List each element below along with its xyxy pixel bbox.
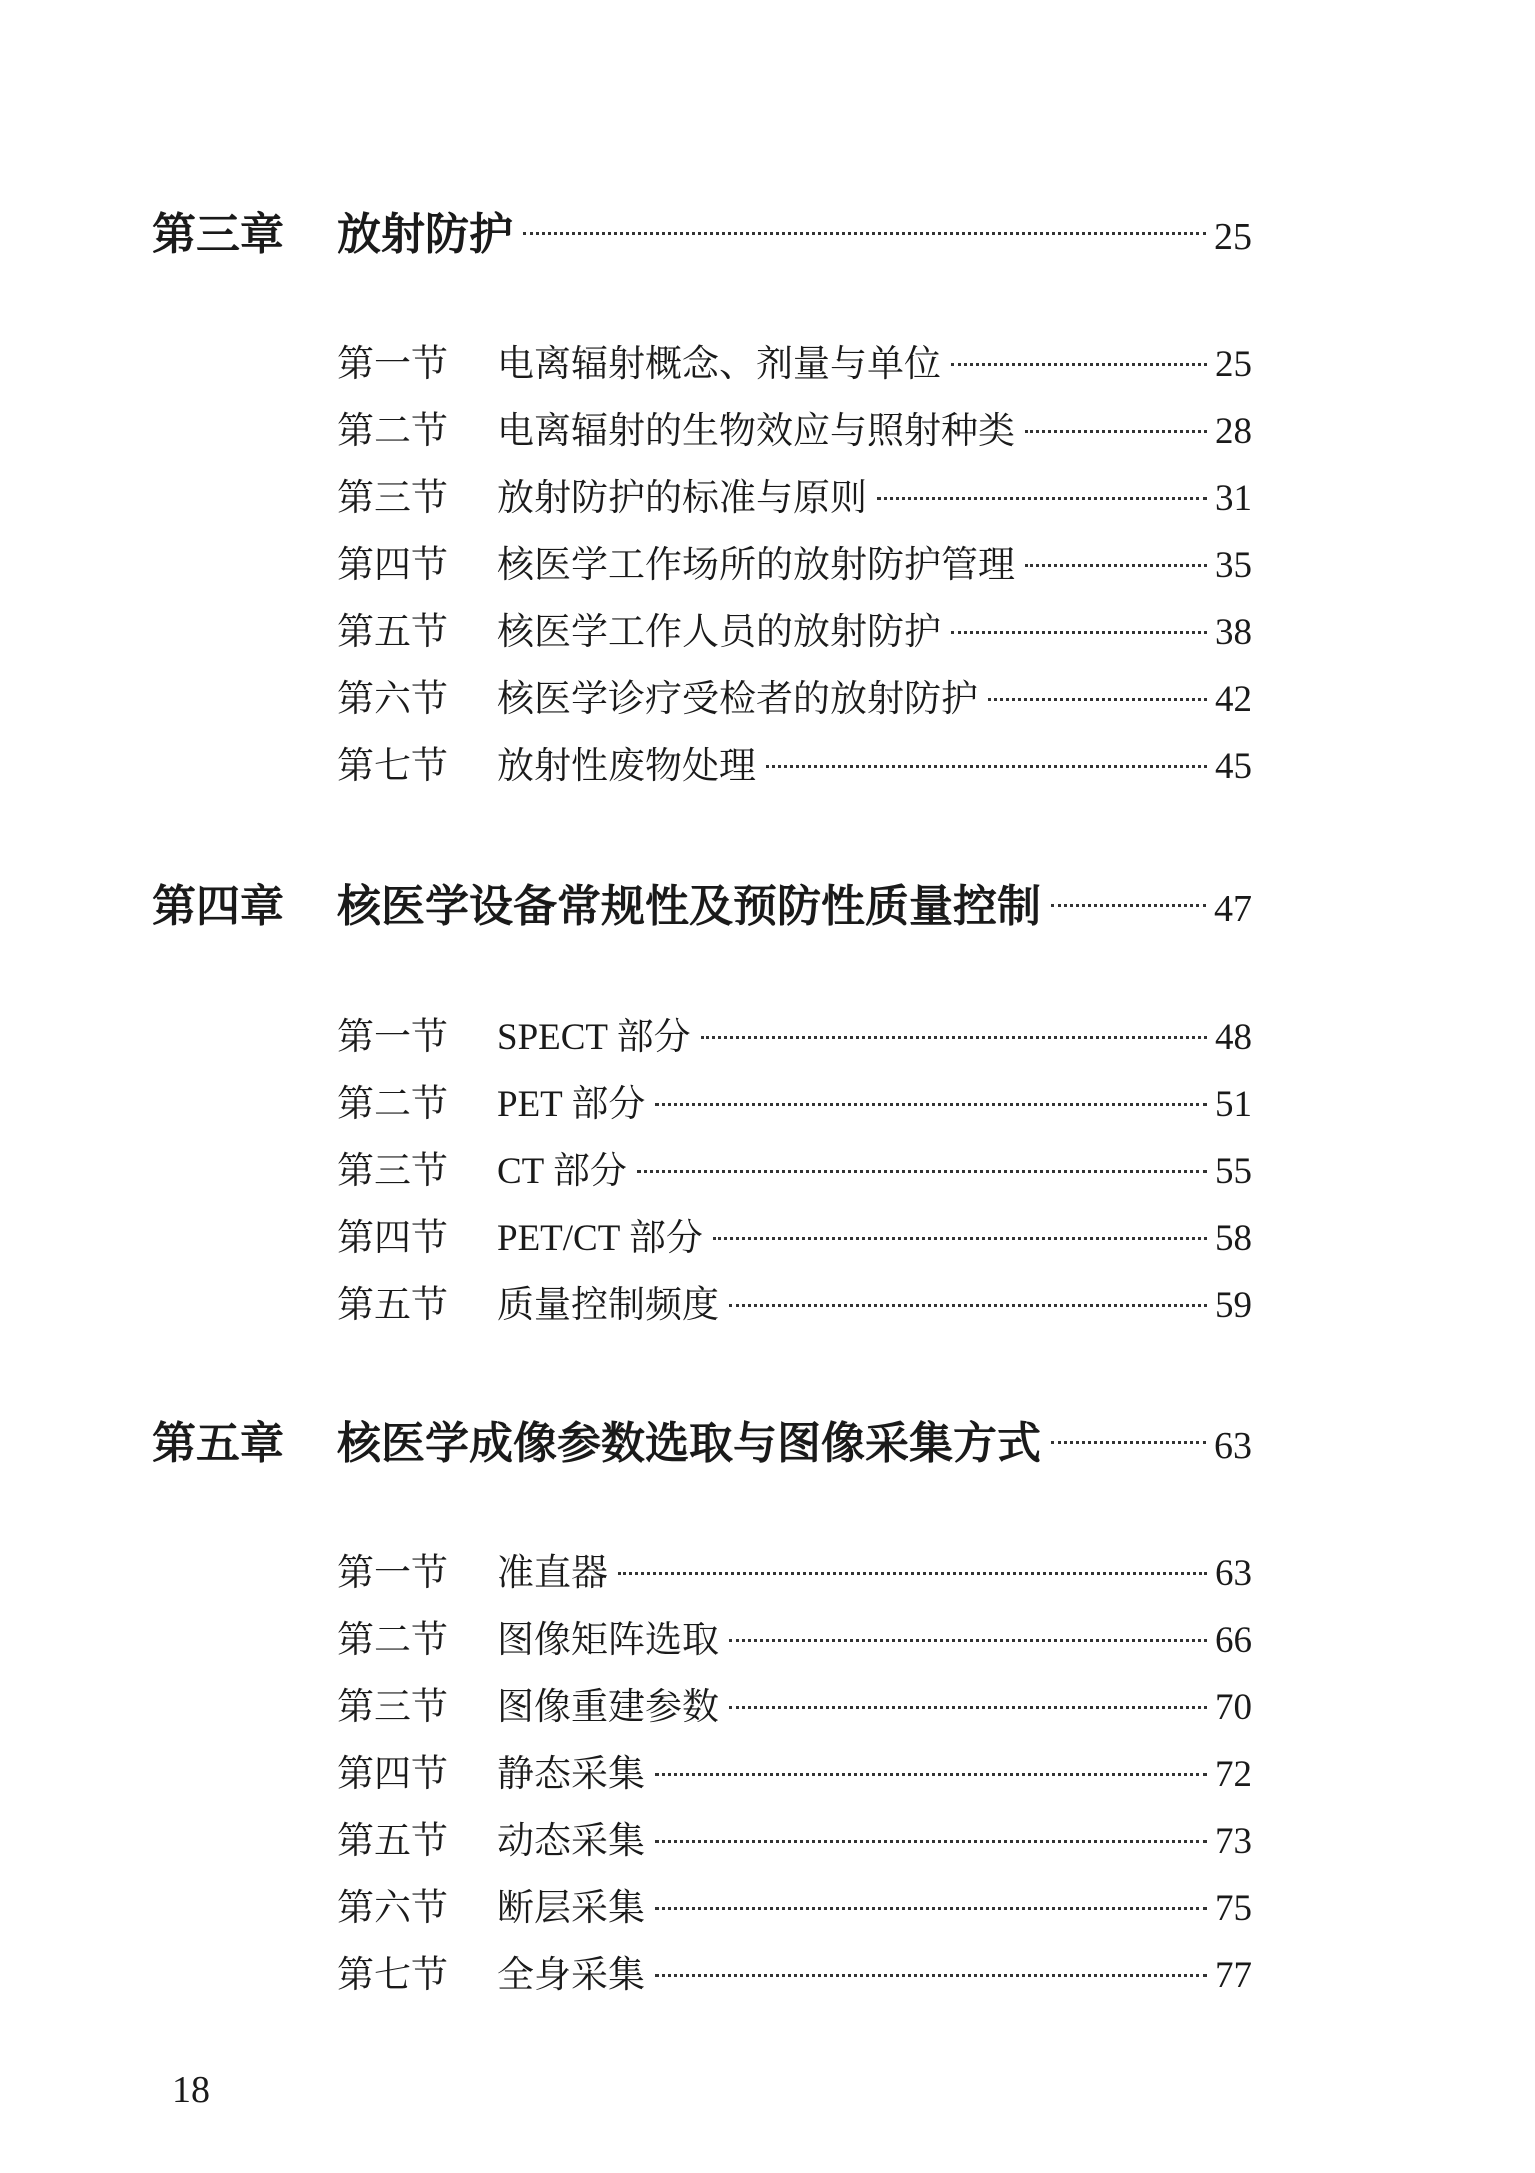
section-page-number: 59 — [1215, 1285, 1252, 1326]
toc-section-entry[interactable] — [337, 338, 1252, 390]
dot-leader — [637, 1170, 1207, 1173]
toc-section-entry[interactable] — [337, 606, 1252, 658]
toc-section-entry[interactable] — [337, 1145, 1252, 1197]
toc-section-entry[interactable] — [337, 1815, 1252, 1867]
section-number: 第六节 — [337, 677, 448, 720]
section-page-number: 70 — [1215, 1687, 1252, 1728]
dot-leader — [729, 1706, 1207, 1709]
dot-leader — [877, 497, 1207, 500]
dot-leader — [655, 1974, 1207, 1977]
dot-leader — [713, 1237, 1207, 1240]
chapter-page-number: 25 — [1214, 216, 1252, 258]
section-page-number: 45 — [1215, 746, 1252, 787]
section-page-number: 28 — [1215, 411, 1252, 452]
dot-leader — [951, 363, 1207, 366]
section-number: 第三节 — [337, 476, 448, 519]
section-page-number: 42 — [1215, 679, 1252, 720]
chapter-title: 放射防护 — [337, 209, 513, 260]
toc-section-entry[interactable] — [337, 405, 1252, 457]
section-title: PET 部分 — [497, 1084, 646, 1125]
section-page-number: 55 — [1215, 1151, 1252, 1192]
chapter-title: 核医学成像参数选取与图像采集方式 — [337, 1418, 1041, 1469]
section-title: CT 部分 — [497, 1151, 627, 1192]
section-page-number: 31 — [1215, 478, 1252, 519]
toc-chapter-entry[interactable] — [152, 205, 1252, 265]
section-page-number: 77 — [1215, 1955, 1252, 1996]
toc-section-entry[interactable] — [337, 1681, 1252, 1733]
section-number: 第四节 — [337, 543, 448, 586]
section-title: PET/CT 部分 — [497, 1218, 703, 1259]
toc-section-entry[interactable] — [337, 1748, 1252, 1800]
toc-section-entry[interactable] — [337, 740, 1252, 792]
section-title: 断层采集 — [497, 1886, 645, 1929]
section-title: SPECT 部分 — [497, 1017, 691, 1058]
toc-section-entry[interactable] — [337, 539, 1252, 591]
dot-leader — [655, 1907, 1207, 1910]
dot-leader — [766, 765, 1207, 768]
section-title: 核医学工作人员的放射防护 — [497, 610, 941, 653]
dot-leader — [988, 698, 1207, 701]
section-number: 第一节 — [337, 1551, 448, 1594]
dot-leader — [1051, 1441, 1206, 1444]
toc-section-entry[interactable] — [337, 1212, 1252, 1264]
toc-section-entry[interactable] — [337, 1614, 1252, 1666]
section-title: 动态采集 — [497, 1819, 645, 1862]
section-title: 核医学工作场所的放射防护管理 — [497, 543, 1015, 586]
dot-leader — [523, 232, 1206, 235]
section-title: 放射防护的标准与原则 — [497, 476, 867, 519]
section-number: 第五节 — [337, 1819, 448, 1862]
dot-leader — [655, 1773, 1207, 1776]
section-page-number: 35 — [1215, 545, 1252, 586]
toc-section-entry[interactable] — [337, 472, 1252, 524]
section-page-number: 25 — [1215, 344, 1252, 385]
section-page-number: 48 — [1215, 1017, 1252, 1058]
section-page-number: 38 — [1215, 612, 1252, 653]
section-title: 准直器 — [497, 1551, 608, 1594]
section-number: 第三节 — [337, 1149, 448, 1192]
dot-leader — [1025, 564, 1207, 567]
toc-section-entry[interactable] — [337, 1011, 1252, 1063]
toc-section-entry[interactable] — [337, 673, 1252, 725]
dot-leader — [701, 1036, 1207, 1039]
chapter-page-number: 63 — [1214, 1425, 1252, 1467]
section-title: 全身采集 — [497, 1953, 645, 1996]
toc-section-entry[interactable] — [337, 1078, 1252, 1130]
section-title: 静态采集 — [497, 1752, 645, 1795]
dot-leader — [618, 1572, 1207, 1575]
dot-leader — [1025, 430, 1207, 433]
section-page-number: 72 — [1215, 1754, 1252, 1795]
section-number: 第五节 — [337, 610, 448, 653]
section-number: 第二节 — [337, 409, 448, 452]
section-number: 第四节 — [337, 1216, 448, 1259]
section-number: 第三节 — [337, 1685, 448, 1728]
section-number: 第七节 — [337, 1953, 448, 1996]
toc-section-entry[interactable] — [337, 1949, 1252, 2001]
section-number: 第七节 — [337, 744, 448, 787]
section-page-number: 63 — [1215, 1553, 1252, 1594]
section-number: 第一节 — [337, 342, 448, 385]
dot-leader — [655, 1103, 1207, 1106]
section-page-number: 75 — [1215, 1888, 1252, 1929]
dot-leader — [655, 1840, 1207, 1843]
section-title: 电离辐射概念、剂量与单位 — [497, 342, 941, 385]
chapter-page-number: 47 — [1214, 888, 1252, 930]
section-title: 电离辐射的生物效应与照射种类 — [497, 409, 1015, 452]
section-number: 第二节 — [337, 1082, 448, 1125]
toc-chapter-entry[interactable] — [152, 1414, 1252, 1474]
dot-leader — [1051, 904, 1206, 907]
section-number: 第六节 — [337, 1886, 448, 1929]
chapter-number: 第四章 — [152, 881, 284, 932]
section-number: 第五节 — [337, 1283, 448, 1326]
section-page-number: 51 — [1215, 1084, 1252, 1125]
section-page-number: 73 — [1215, 1821, 1252, 1862]
section-page-number: 66 — [1215, 1620, 1252, 1661]
chapter-title: 核医学设备常规性及预防性质量控制 — [337, 881, 1041, 932]
section-number: 第四节 — [337, 1752, 448, 1795]
toc-section-entry[interactable] — [337, 1547, 1252, 1599]
section-page-number: 58 — [1215, 1218, 1252, 1259]
toc-section-entry[interactable] — [337, 1279, 1252, 1331]
section-title: 质量控制频度 — [497, 1283, 719, 1326]
section-title: 图像矩阵选取 — [497, 1618, 719, 1661]
section-title: 核医学诊疗受检者的放射防护 — [497, 677, 978, 720]
dot-leader — [729, 1639, 1207, 1642]
toc-section-entry[interactable] — [337, 1882, 1252, 1934]
section-title: 放射性废物处理 — [497, 744, 756, 787]
toc-chapter-entry[interactable] — [152, 877, 1252, 937]
dot-leader — [729, 1304, 1207, 1307]
chapter-number: 第五章 — [152, 1418, 284, 1469]
section-title: 图像重建参数 — [497, 1685, 719, 1728]
chapter-number: 第三章 — [152, 209, 284, 260]
section-number: 第二节 — [337, 1618, 448, 1661]
page-folio-number: 18 — [172, 2069, 210, 2111]
section-number: 第一节 — [337, 1015, 448, 1058]
dot-leader — [951, 631, 1207, 634]
